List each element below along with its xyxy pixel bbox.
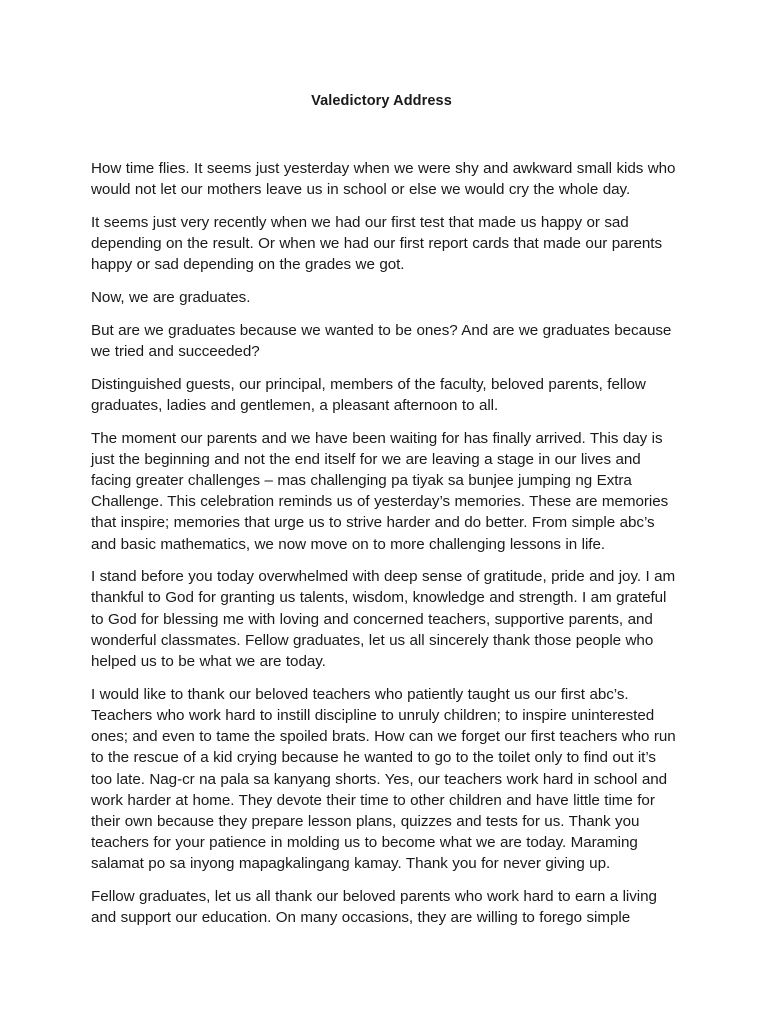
document-body — [91, 158, 679, 940]
paragraph: It seems just very recently when we had our first test that made us happy or sad depending on the result. Or when we had our first report cards that made our parents happy or sad depending on the grades we got. — [91, 213, 662, 274]
paragraph: Distinguished guests, our principal, members of the faculty, beloved parents, fellow graduates, ladies and gentlemen, a pleasant afternoon to all. — [91, 375, 646, 414]
paragraph: Fellow graduates, let us all thank our beloved parents who work hard to earn a living and support our education. On many occasions, they are willing to forego simple — [91, 888, 657, 927]
paragraph: I would like to thank our beloved teachers who patiently taught us our first abc’s. Teachers who work hard to instill discipline to unruly children; to inspire uninterested ones; and even to tame the spoiled brats. How can we forget our first teachers who run to the rescue of a kid crying because he wanted to go to the toilet only to find out it’s too late. Nag-cr na pala sa kanyang shorts. Yes, our teachers work hard in school and work harder at home. They devote their time to other children and have little time for their own because they prepare lesson plans, quizzes and tests for us. Thank you teachers for your patience in molding us to become what we are today. Maraming salamat po sa inyong mapagkalingang kamay. Thank you for never giving up. — [91, 685, 676, 873]
paragraph: Now, we are graduates. — [91, 289, 251, 307]
paragraph: But are we graduates because we wanted to be ones? And are we graduates because we tried and succeeded? — [91, 321, 672, 360]
document-title: Valedictory Address — [311, 93, 452, 109]
paragraph: How time flies. It seems just yesterday when we were shy and awkward small kids who would not let our mothers leave us in school or else we would cry the whole day. — [91, 160, 676, 199]
paragraph: I stand before you today overwhelmed with deep sense of gratitude, pride and joy. I am thankful to God for granting us talents, wisdom, knowledge and strength. I am grateful to God for blessing me with loving and concerned teachers, supportive parents, and wonderful classmates. Fellow graduates, let us all sincerely thank those people who helped us to be what we are today. — [91, 568, 676, 671]
paragraph: The moment our parents and we have been waiting for has finally arrived. This day is just the beginning and not the end itself for we are leaving a stage in our lives and facing greater challenges – mas challenging pa tiyak sa bunjee jumping ng Extra Challenge. This celebration reminds us of yesterday’s memories. These are memories that inspire; memories that urge us to strive harder and do better. From simple abc’s and basic mathematics, we now move on to more challenging lessons in life. — [91, 429, 669, 553]
